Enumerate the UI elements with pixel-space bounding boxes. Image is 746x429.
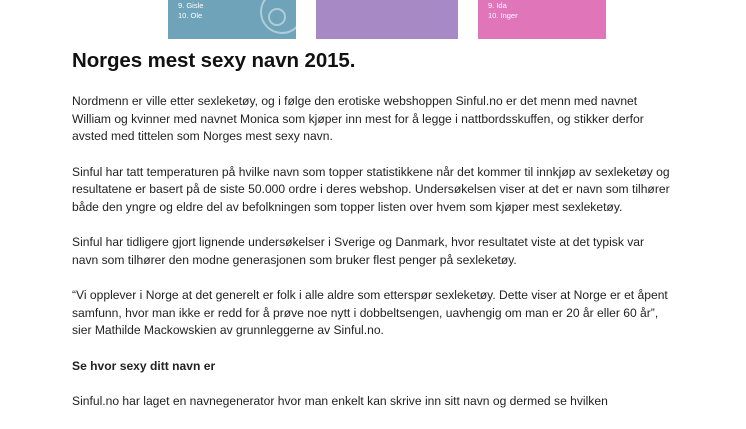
decorative-circle-icon bbox=[268, 8, 286, 26]
list-item: 10. Ole bbox=[178, 11, 203, 20]
men-name-list bbox=[178, 0, 203, 21]
list-item: 10. Inger bbox=[488, 11, 518, 20]
banner-women-list bbox=[478, 0, 606, 39]
banner-men-list bbox=[168, 0, 296, 39]
banner-middle bbox=[316, 0, 458, 39]
paragraph: Nordmenn er ville etter sexleketøy, og i følge den erotiske webshoppen Sinful.no er det menn med navnet William og kvinner med navnet Monica som kjøper inn mest for å legge i nattbordsskuffen, og stikker derfor avsted med tittelen som Norges mest sexy navn. bbox=[72, 94, 644, 143]
paragraph: Sinful har tatt temperaturen på hvilke navn som topper statistikkene når det kommer til innkjøp av sexleketøy og resultatene er basert på de siste 50.000 ordre i deres webshop. Undersøkelsen viser at det er navn som tilhører både den yngre og eldre del av befolkningen som topper listen over hvem som kjøper mest sexleketøy. bbox=[72, 164, 670, 214]
paragraph: Sinful.no har laget en navnegenerator hvor man enkelt kan skrive inn sitt navn og dermed se hvilken bbox=[72, 394, 608, 408]
women-name-list bbox=[488, 0, 518, 21]
article bbox=[72, 49, 672, 429]
article-title: Norges mest sexy navn 2015. bbox=[72, 49, 356, 72]
list-item: 9. Ida bbox=[488, 1, 507, 10]
paragraph: Sinful har tidligere gjort lignende undersøkelser i Sverige og Danmark, hvor resultatet viste at det typisk var navn som tilhører den modne generasjonen som bruker flest penger på sexleketøy. bbox=[72, 235, 645, 267]
list-item: 9. Gisle bbox=[178, 1, 204, 10]
paragraph: “Vi opplever i Norge at det generelt er folk i alle aldre som etterspør sexleketøy. Dette viser at Norge er et åpent samfunn, hvor man ikke er redd for å prøve noe nytt i dobbeltsengen, uavhengig om man er 20 år eller 60 år”, sier Mathilde Mackowskien av grunnleggerne av Sinful.no. bbox=[72, 288, 668, 337]
section-heading: Se hvor sexy ditt navn er bbox=[72, 358, 216, 373]
